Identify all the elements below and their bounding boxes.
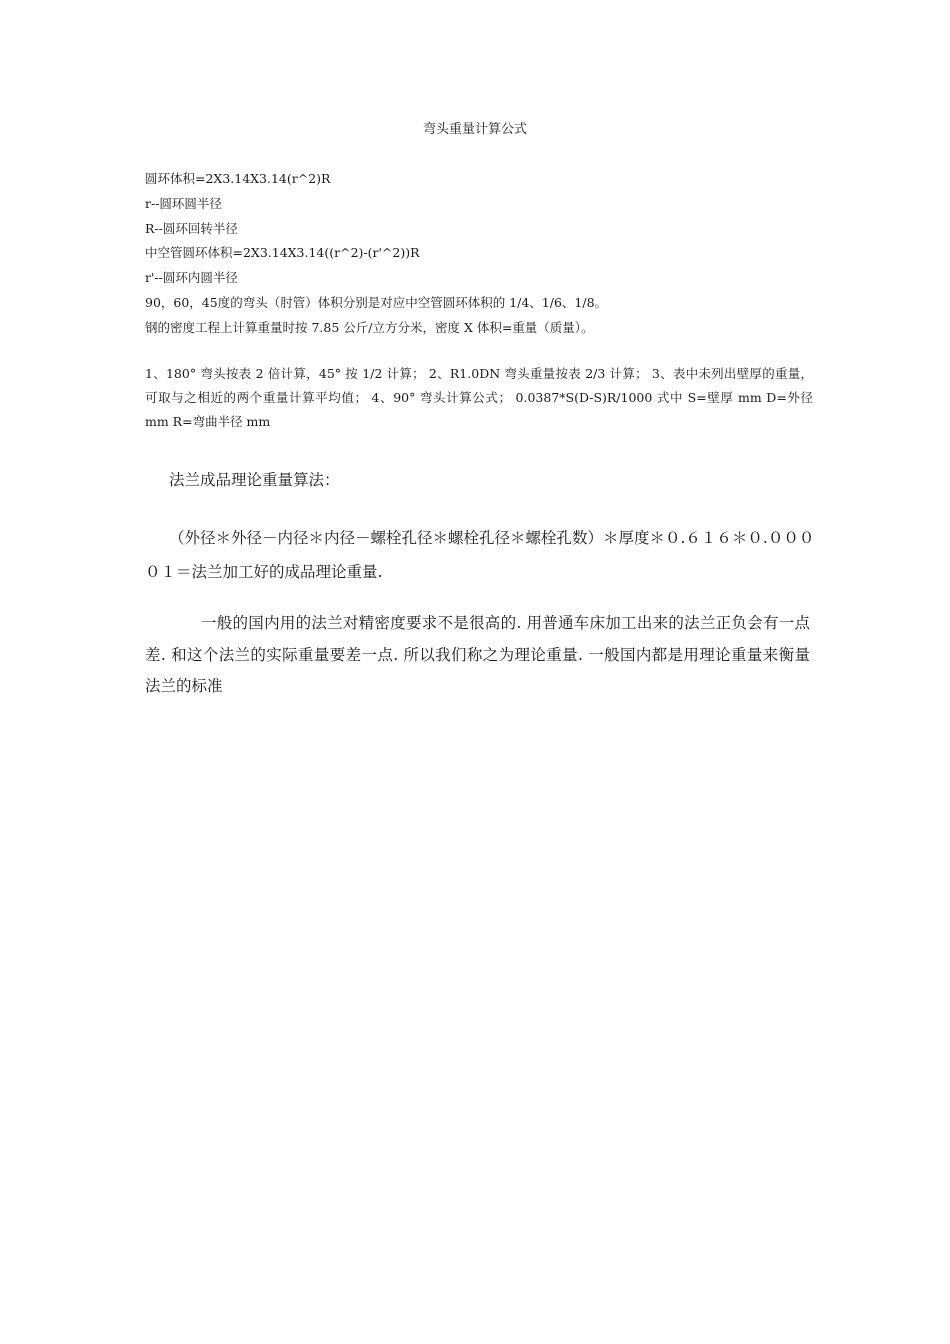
r-prime-definition-line: r'--圆环内圆半径 — [145, 270, 238, 286]
page-title: 弯头重量计算公式 — [422, 122, 527, 137]
r-definition-line: r--圆环圆半径 — [145, 195, 222, 211]
torus-volume-line: 圆环体积=2X3.14X3.14(r^2)R — [145, 171, 331, 186]
elbow-volume-line: 90，60，45度的弯头（肘管）体积分别是对应中空管圆环体积的 1/4、1/6、1/8。 — [145, 294, 608, 310]
flange-section-title: 法兰成品理论重量算法： — [169, 471, 340, 489]
flange-formula-paragraph: （外径＊外径－内径＊内径－螺栓孔径＊螺栓孔径＊螺栓孔数）＊厚度＊０.６１６＊０.００００１＝法兰加工好的成品理论重量. — [145, 529, 815, 581]
flange-explanation-paragraph: 一般的国内用的法兰对精密度要求不是很高的. 用普通车床加工出来的法兰正负会有一点差. 和这个法兰的实际重量要差一点. 所以我们称之为理论重量. 一般国内都是用理论重量来衡量法兰的标准 — [145, 614, 810, 695]
hollow-torus-volume-line: 中空管圆环体积=2X3.14X3.14((r^2)-(r'^2))R — [145, 245, 420, 261]
formula-lines — [145, 167, 815, 341]
big-r-definition-line: R--圆环回转半径 — [145, 220, 238, 236]
steel-density-line: 钢的密度工程上计算重量时按 7.85 公斤/立方分米，密度 X 体积=重量（质量）。 — [145, 319, 594, 335]
elbow-notes-paragraph: 1、180° 弯头按表 2 倍计算，45° 按 1/2 计算； 2、R1.0DN 弯头重量按表 2/3 计算； 3、表中未列出壁厚的重量，可取与之相近的两个重量计算平均值； 4、90° 弯头计算公式； 0.0387*S(D-S)R/1000 式中 S=壁厚 mm D=外径 mm R=弯曲半径 mm — [145, 366, 813, 429]
